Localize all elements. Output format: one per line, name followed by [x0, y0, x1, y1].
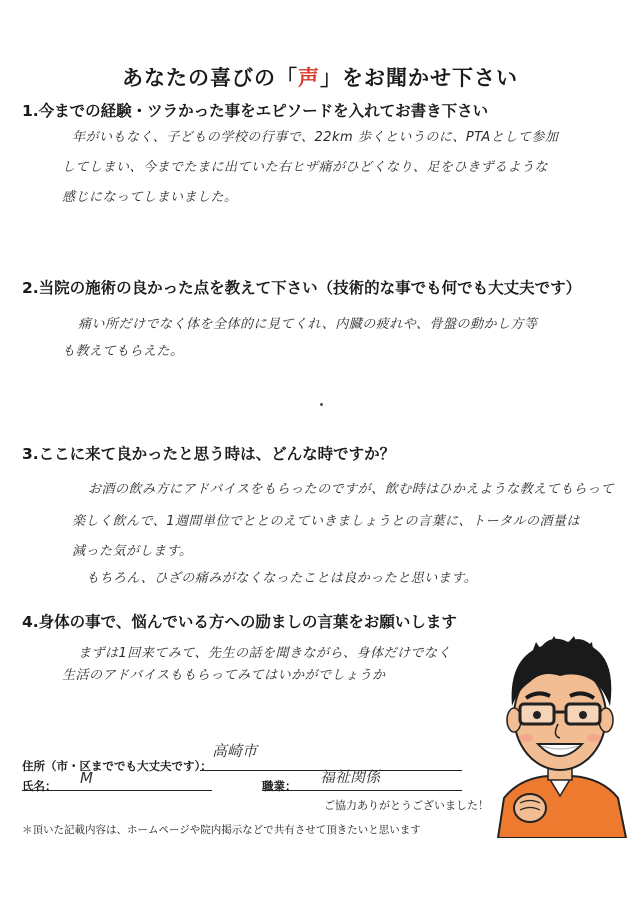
- answer-1-line-3: 感じになってしまいました。: [62, 190, 238, 205]
- answer-3-line-3: 減った気がします。: [72, 544, 193, 559]
- page-title: [0, 62, 640, 92]
- answer-3-line-4: もちろん、ひざの痛みがなくなったことは良かったと思います。: [86, 571, 478, 586]
- question-2-heading: 2.当院の施術の良かった点を教えて下さい（技術的な事でも何でも大丈夫です）: [22, 279, 582, 297]
- job-value: 福祉関係: [320, 768, 381, 786]
- question-3-heading: 3.ここに来て良かったと思う時は、どんな時ですか？: [22, 445, 396, 463]
- smiling-staff-caricature-icon: [490, 628, 630, 838]
- answer-1-line-1: 年がいもなく、子どもの学校の行事で、22km 歩くというのに、PTAとして参加: [72, 130, 559, 145]
- stray-mark: [320, 403, 323, 406]
- answer-3-line-1: お酒の飲み方にアドバイスをもらったのですが、飲む時はひかえような教えてもらって: [88, 482, 615, 497]
- thanks-message: ご協力ありがとうございました！: [324, 799, 489, 812]
- address-label: 住所（市・区まででも大丈夫です）：: [22, 759, 212, 773]
- answer-1-line-2: してしまい、今までたまに出ていた右ヒザ痛がひどくなり、足をひきずるような: [62, 160, 549, 175]
- answer-2-line-2: も教えてもらえた。: [62, 344, 184, 359]
- title-after: 」をお聞かせ下さい: [320, 66, 518, 90]
- answer-3-line-2: 楽しく飲んで、1週間単位でととのえていきましょうとの言葉に、トータルの酒量は: [72, 514, 581, 529]
- title-accent: 声: [298, 66, 320, 90]
- question-4-heading: 4.身体の事で、悩んでいる方への励ましの言葉をお願いします: [22, 613, 457, 631]
- name-label: 氏名：: [22, 779, 57, 793]
- footnote: ＊頂いた記載内容は、ホームページや院内掲示などで共有させて頂きたいと思います: [22, 824, 421, 836]
- job-underline: [262, 790, 462, 791]
- question-1-heading: 1.今までの経験・ツラかった事をエピソードを入れてお書き下さい: [22, 102, 489, 120]
- answer-2-line-1: 痛い所だけでなく体を全体的に見てくれ、内臓の疲れや、骨盤の動かし方等: [78, 317, 538, 332]
- title-before: あなたの喜びの「: [122, 66, 298, 90]
- answer-4-line-2: 生活のアドバイスももらってみてはいかがでしょうか: [62, 668, 386, 683]
- job-label: 職業：: [262, 779, 297, 793]
- address-value: 高崎市: [212, 742, 258, 760]
- name-underline: [22, 790, 212, 791]
- answer-4-line-1: まずは1回来てみて、先生の話を聞きながら、身体だけでなく: [78, 646, 452, 661]
- name-value: M: [80, 769, 93, 787]
